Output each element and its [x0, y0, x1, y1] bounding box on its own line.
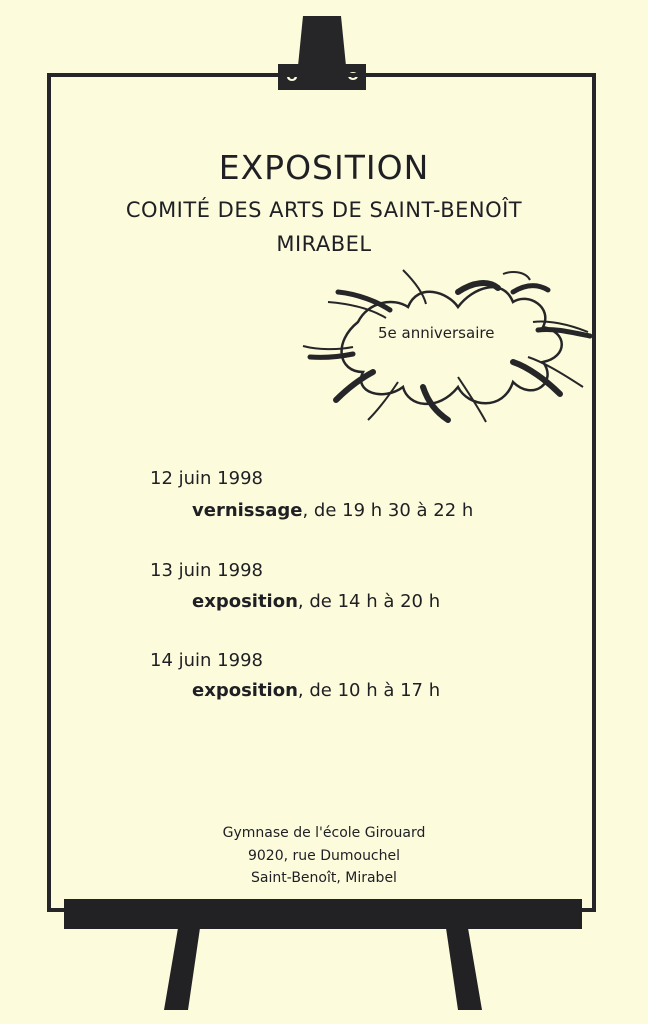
anniversary-badge: 5e anniversaire: [378, 324, 495, 342]
schedule-detail-3: [192, 680, 440, 701]
easel-legs: [0, 928, 648, 1024]
venue-name: Gymnase de l'école Girouard: [222, 825, 426, 841]
poster-title: EXPOSITION: [218, 148, 430, 187]
schedule-hours-2: , de 14 h à 20 h: [297, 591, 441, 612]
schedule-hours-3: , de 10 h à 17 h: [297, 680, 441, 701]
poster-city: MIRABEL: [276, 232, 372, 256]
schedule-date-2: 13 juin 1998: [150, 560, 263, 581]
schedule-kind-1: vernissage: [192, 500, 303, 521]
venue-city: Saint-Benoît, Mirabel: [251, 870, 397, 886]
schedule-date-1: 12 juin 1998: [150, 468, 263, 489]
splash-icon: [298, 262, 596, 430]
schedule-date-3: 14 juin 1998: [150, 650, 263, 671]
schedule-detail-1: [192, 500, 473, 521]
easel-shelf: [64, 899, 582, 929]
venue-street: 9020, rue Dumouchel: [247, 848, 401, 864]
schedule-hours-1: , de 19 h 30 à 22 h: [302, 500, 474, 521]
schedule-kind-2: exposition: [192, 591, 298, 612]
schedule-kind-3: exposition: [192, 680, 298, 701]
poster-subtitle: COMITÉ DES ARTS DE SAINT-BENOÎT: [125, 198, 523, 222]
schedule-detail-2: [192, 591, 440, 612]
